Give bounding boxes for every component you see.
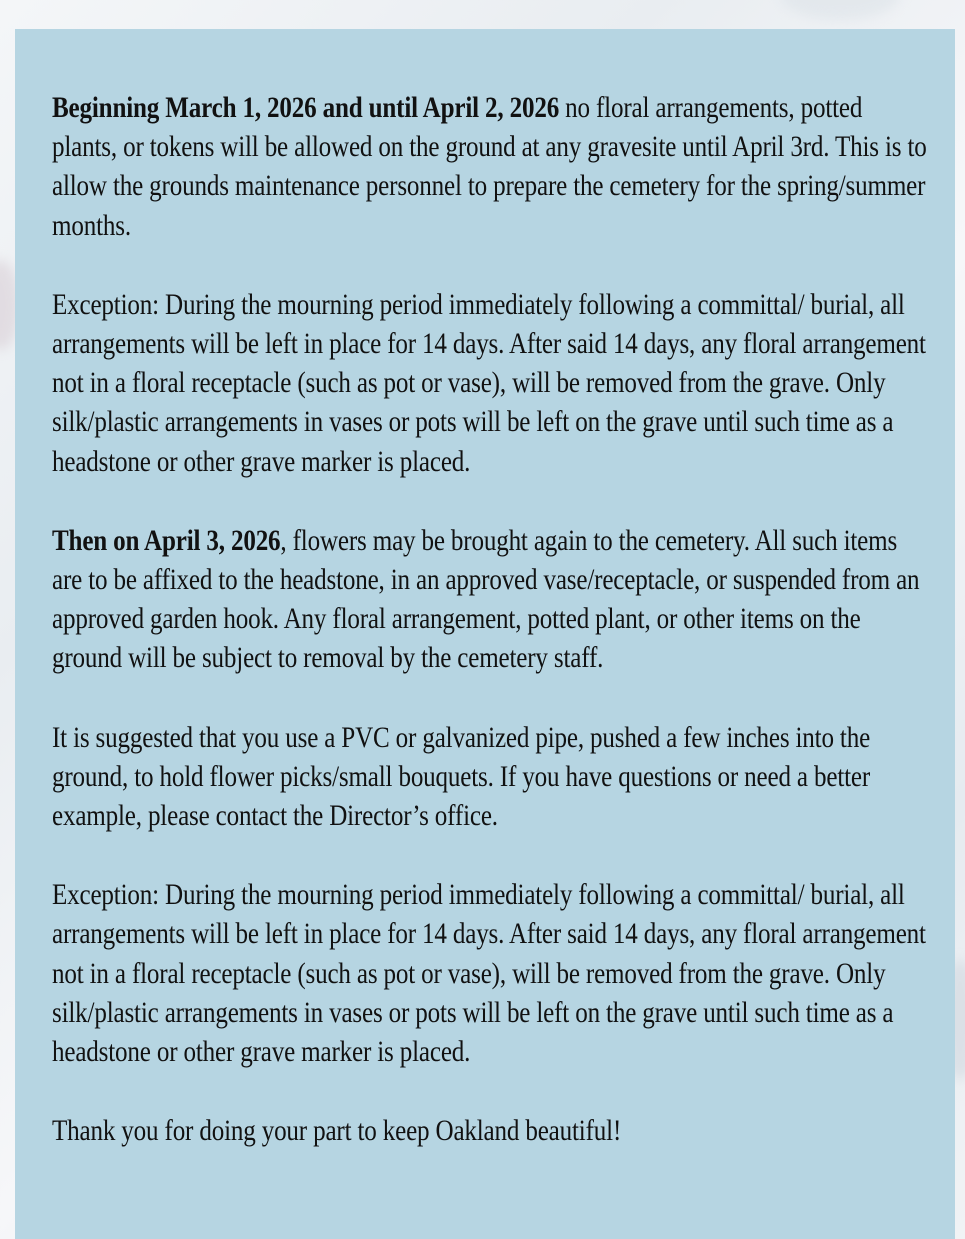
background-blur xyxy=(780,0,900,20)
notice-panel xyxy=(15,29,955,1239)
notice-paragraph-thanks: Thank you for doing your part to keep Oakland beautiful! xyxy=(52,1115,622,1148)
notice-reopen-date: Then on April 3, 2026 xyxy=(52,524,281,557)
notice-text: no floral arrangements, potted plants, or tokens will be allowed on the ground at any gravesite until April 3rd. This is to allow the grounds maintenance personnel to prepare the cemetery for the spring/summer months. xyxy=(52,92,927,242)
notice-paragraph-exception-repeat: Exception: During the mourning period immediately following a committal/ burial, all arrangements will be left in place for 14 days. After said 14 days, any floral arrangement not in a floral receptacle (such as pot or vase), will be removed from the grave. Only silk/plastic arrangements in vases or pots will be left on the grave until such time as a headstone or other grave marker is placed. xyxy=(52,879,926,1069)
notice-date-range: Beginning March 1, 2026 and until April 2, 2026 xyxy=(52,92,560,124)
notice-text: , flowers may be brought again to the cemetery. All such items are to be affixed to the headstone, in an approved vase/receptacle, or suspended from an approved garden hook. Any floral arrangement, potted plant, or other items on the ground will be subject to removal by the cemetery staff. xyxy=(52,524,920,675)
notice-paragraph-exception: Exception: During the mourning period immediately following a committal/ burial, all arrangements will be left in place for 14 days. After said 14 days, any floral arrangement not in a floral receptacle (such as pot or vase), will be removed from the grave. Only silk/plastic arrangements in vases or pots will be left on the grave until such time as a headstone or other grave marker is placed. xyxy=(52,288,926,478)
notice-paragraph-suggestion: It is suggested that you use a PVC or galvanized pipe, pushed a few inches into the ground, to hold flower picks/small bouquets. If you have questions or need a better example, please contact the Director’s office. xyxy=(52,721,871,833)
notice-paragraph-reopening xyxy=(52,522,928,679)
notice-paragraph-spring-cleanup xyxy=(52,89,928,246)
